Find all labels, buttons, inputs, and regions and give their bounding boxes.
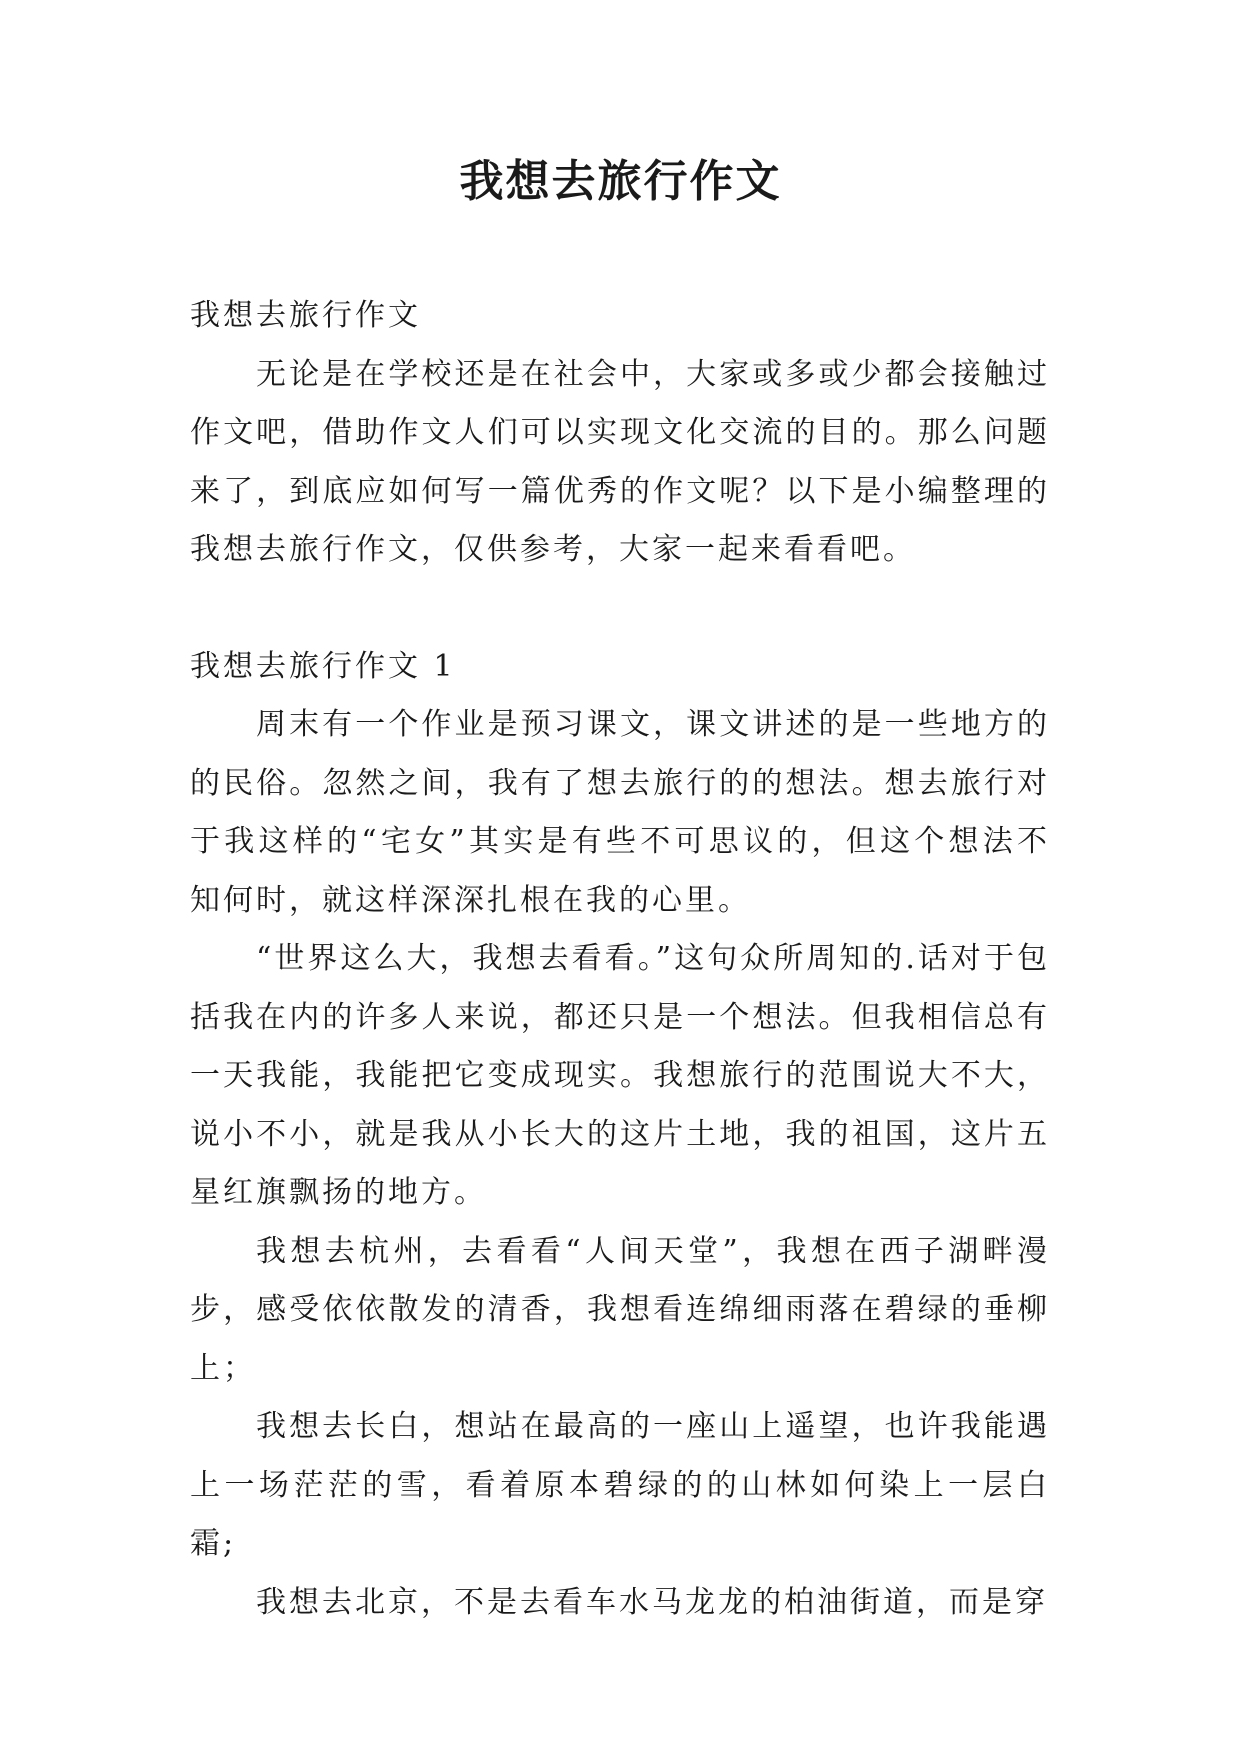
body-paragraph: 我想去北京，不是去看车水马龙龙的柏油街道，而是穿 xyxy=(256,1584,1048,1620)
body-paragraph: 我想去杭州，去看看“人间天堂”，我想在西子湖畔漫步，感受依依散发的清香，我想看连绵细雨落在碧绿的垂柳上； xyxy=(190,1233,1050,1386)
document-title: 我想去旅行作文 xyxy=(459,156,782,207)
body-paragraph: 我想去长白，想站在最高的一座山上遥望，也许我能遇上一场茫茫的雪，看着原本碧绿的的山林如何染上一层白霜; xyxy=(190,1409,1050,1561)
section-spacer xyxy=(190,580,1050,638)
document-body xyxy=(190,287,1050,1632)
body-paragraph: “世界这么大，我想去看看。”这句众所周知的.话对于包括我在内的许多人来说，都还只是一个想法。但我相信总有一天我能，我能把它变成现实。我想旅行的范围说大不大，说小不小，就是我从小长大的这片土地，我的祖国，这片五星红旗飘扬的地方。 xyxy=(190,941,1050,1210)
document-subtitle: 我想去旅行作文 xyxy=(190,298,421,333)
section-heading: 我想去旅行作文 1 xyxy=(190,648,456,684)
intro-paragraph: 无论是在学校还是在社会中，大家或多或少都会接触过作文吧，借助作文人们可以实现文化交流的目的。那么问题来了，到底应如何写一篇优秀的作文呢？以下是小编整理的我想去旅行作文，仅供参考，大家一起来看看吧。 xyxy=(190,356,1050,567)
body-paragraph: 周末有一个作业是预习课文，课文讲述的是一些地方的的民俗。忽然之间，我有了想去旅行的的想法。想去旅行对于我这样的“宅女”其实是有些不可思议的，但这个想法不知何时，就这样深深扎根在我的心里。 xyxy=(190,707,1050,918)
